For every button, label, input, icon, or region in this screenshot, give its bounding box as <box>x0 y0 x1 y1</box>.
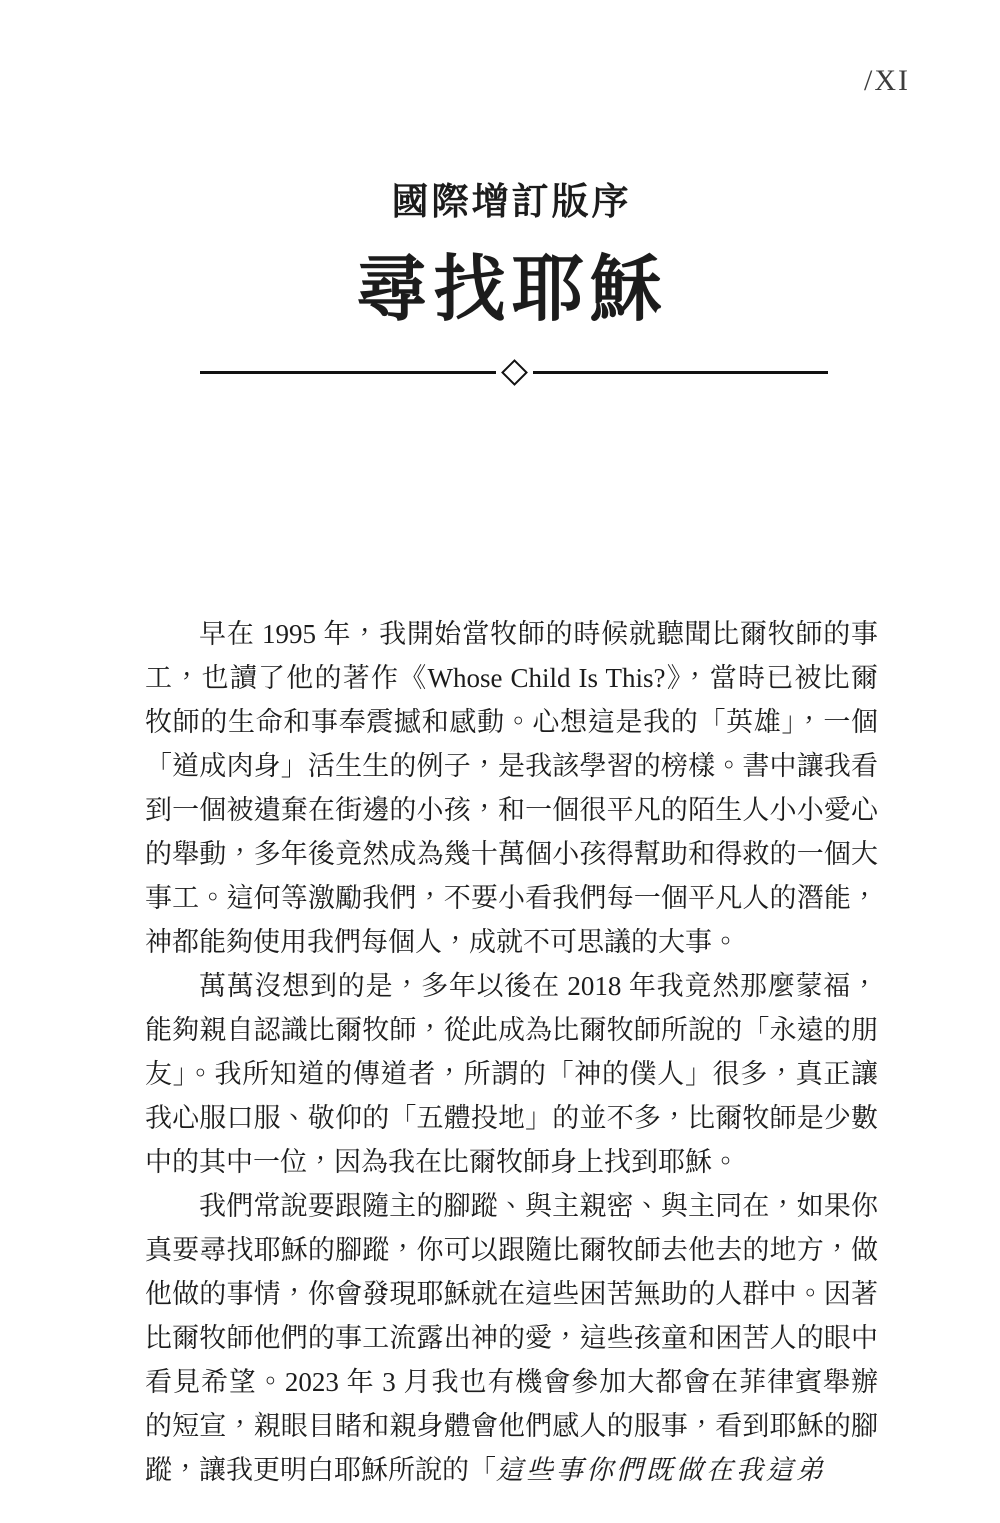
scripture-quote: 這些事你們既做在我這弟 <box>496 1455 826 1485</box>
paragraph <box>145 1184 878 1492</box>
heading-divider <box>200 358 828 386</box>
paragraph: 萬萬沒想到的是，多年以後在 2018 年我竟然那麼蒙福，能夠親自認識比爾牧師，從此成為比爾牧師所說的「永遠的朋友」。我所知道的傳道者，所謂的「神的僕人」很多，真正讓我心服口服、敬仰的「五體投地」的並不多，比爾牧師是少數中的其中一位，因為我在比爾牧師身上找到耶穌。 <box>145 971 878 1177</box>
divider-line-left <box>200 371 496 374</box>
paragraph-text: 我們常說要跟隨主的腳蹤、與主親密、與主同在，如果你真要尋找耶穌的腳蹤，你可以跟隨比爾牧師去他去的地方，做他做的事情，你會發現耶穌就在這些困苦無助的人群中。因著比爾牧師他們的事工流露出神的愛，這些孩童和困苦人的眼中看見希望。2023 年 3 月我也有機會參加大都會在菲律賓舉辦的短宣，親眼目睹和親身體會他們感人的服事，看到耶穌的腳蹤，讓我更明白耶穌所說的「 <box>145 1191 878 1485</box>
chapter-heading <box>145 181 878 329</box>
series-label: 國際增訂版序 <box>391 182 632 223</box>
diamond-icon <box>501 359 528 386</box>
page-number: /XI <box>864 64 910 97</box>
page-title: 尋找耶穌 <box>355 250 668 330</box>
paragraph: 早在 1995 年，我開始當牧師的時候就聽聞比爾牧師的事工，也讀了他的著作《Whose Child Is This?》，當時已被比爾牧師的生命和事奉震撼和感動。心想這是我的「英雄」，一個「道成肉身」活生生的例子，是我該學習的榜樣。書中讓我看到一個被遺棄在街邊的小孩，和一個很平凡的陌生人小小愛心的舉動，多年後竟然成為幾十萬個小孩得幫助和得救的一個大事工。這何等激勵我們，不要小看我們每一個平凡人的潛能，神都能夠使用我們每個人，成就不可思議的大事。 <box>145 619 878 957</box>
divider-line-right <box>533 371 829 374</box>
preface-body <box>145 612 878 1492</box>
